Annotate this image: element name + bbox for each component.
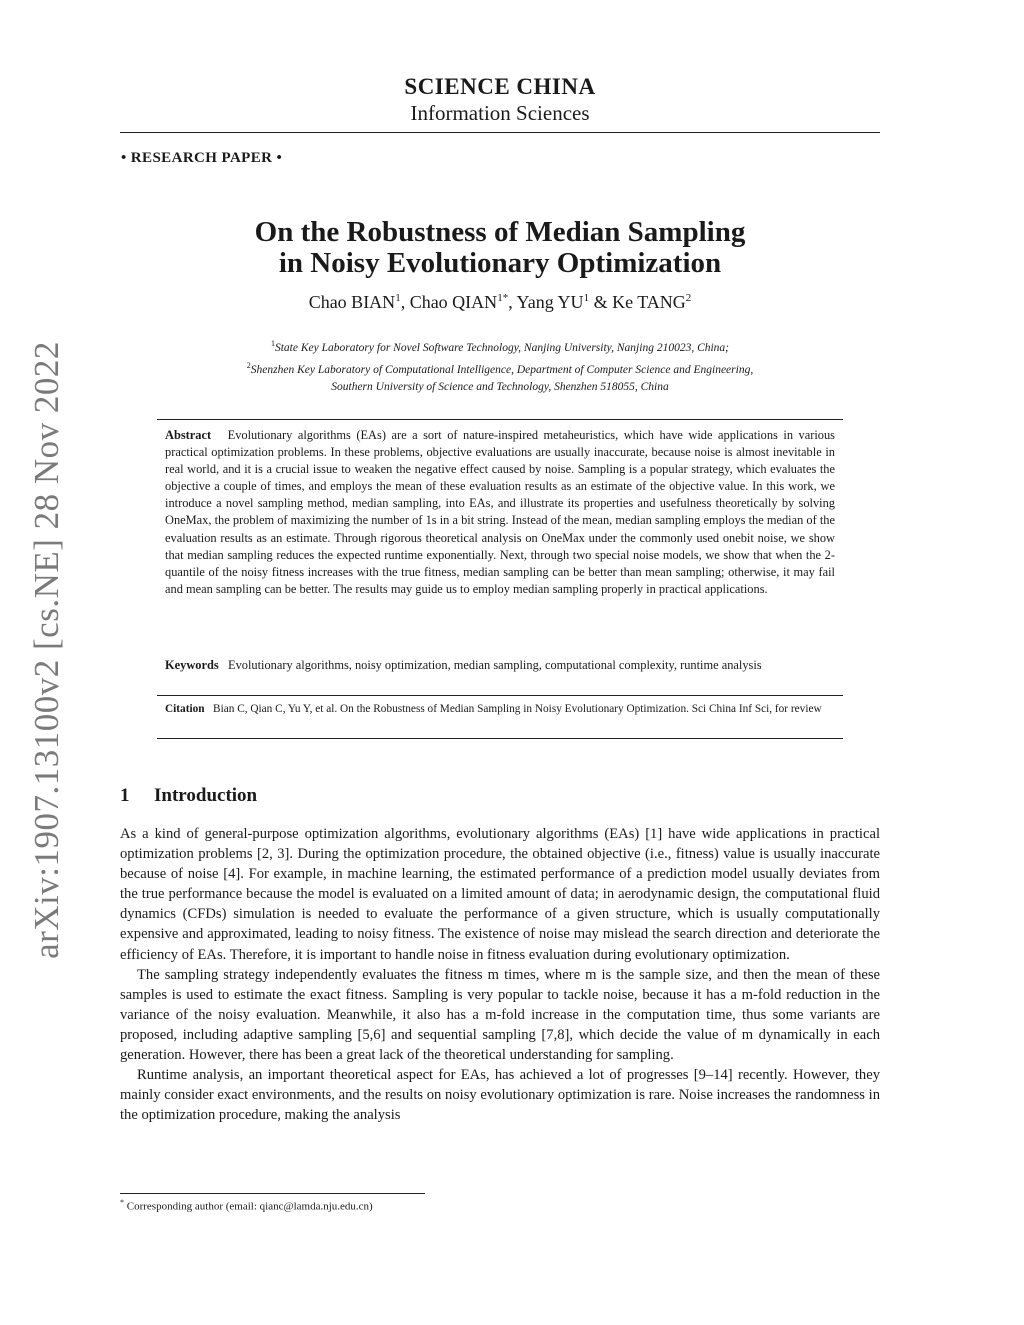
author-affil-mark: 1 <box>583 292 590 304</box>
title-line-1: On the Robustness of Median Sampling <box>254 216 746 248</box>
abstract-text: Evolutionary algorithms (EAs) are a sort of nature-inspired metaheuristics, which have wide applications in various practical optimization problems. In these problems, objective evaluations are usually inaccurate, because noise is almost inevitable in real world, and it is a crucial issue to weaken the negative effect caused by noise. Sampling is a popular strategy, which evaluates the objective a couple of times, and employs the mean of these evaluation results as an estimate of the objective value. In this work, we introduce a novel sampling method, median sampling, into EAs, and illustrate its properties and usefulness theoretically by solving OneMax, the problem of maximizing the number of 1s in a bit string. Instead of the mean, median sampling employs the median of the evaluation results as an estimate. Through rigorous theoretical analysis on OneMax under the commonly used onebit noise, we show that median sampling reduces the expected runtime exponentially. Next, through two special noise models, we show that when the 2-quantile of the noisy fitness increases with the true fitness, median sampling can be better than mean sampling; otherwise, it may fail and mean sampling can be better. The results may guide us to employ median sampling properly in practical applications. <box>165 428 835 596</box>
footnote-rule <box>120 1193 425 1194</box>
journal-header <box>120 74 880 126</box>
author <box>612 292 691 312</box>
abstract-bottom-rule <box>157 738 843 739</box>
affil-text: Shenzhen Key Laboratory of Computational Intelligence, Department of Computer Science and Engineering, <box>250 363 754 376</box>
citation <box>165 701 835 717</box>
author-separator: & <box>589 292 613 312</box>
author <box>517 292 613 312</box>
citation-text: Bian C, Qian C, Yu Y, et al. On the Robustness of Median Sampling in Noisy Evolutionary Optimization. Sci China Inf Sci, for review <box>213 703 822 715</box>
keywords-text: Evolutionary algorithms, noisy optimization, median sampling, computational complexity, runtime analysis <box>228 658 762 672</box>
affil-text: State Key Laboratory for Novel Software Technology, Nanjing University, Nanjing 210023, China; <box>274 341 730 354</box>
arxiv-stamp-text: arXiv:1907.13100v2 [cs.NE] 28 Nov 2022 <box>27 341 66 959</box>
arxiv-stamp <box>20 341 74 959</box>
footnote <box>120 1198 373 1213</box>
author-name: Chao BIAN <box>308 292 396 312</box>
header-rule <box>120 132 880 133</box>
footnote-text: Corresponding author (email: qianc@lamda.nju.edu.cn) <box>126 1200 373 1213</box>
keywords <box>165 657 835 674</box>
title-line-2: in Noisy Evolutionary Optimization <box>278 247 722 279</box>
paragraph: As a kind of general-purpose optimization algorithms, evolutionary algorithms (EAs) [1] have wide applications in practical optimization problems [2, 3]. During the optimization procedure, the obtained objective (i.e., fitness) value is usually inaccurate because of noise [4]. For example, in machine learning, the estimated performance of a prediction model usually deviates from the true performance because the model is evaluated on a limited amount of data; in aerodynamic design, the computational fluid dynamics (CFDs) simulation is needed to evaluate the performance of a given structure, which is usually computationally expensive and approximated, leading to noisy fitness. The existence of noise may mislead the search direction and deteriorate the efficiency of EAs. Therefore, it is important to handle noise in fitness evaluation during evolutionary optimization. <box>120 826 880 963</box>
author-name: Ke TANG <box>612 292 686 312</box>
abstract <box>165 427 835 598</box>
paper-title <box>120 217 880 279</box>
affil-mark: 1 <box>270 339 275 348</box>
abstract-label: Abstract <box>165 428 212 442</box>
affiliation-line <box>120 335 880 357</box>
affiliation-line <box>120 379 880 396</box>
paper-type: • RESEARCH PAPER • <box>121 150 283 166</box>
section-heading <box>120 785 257 807</box>
abstract-top-rule <box>157 419 843 420</box>
author-name: Yang YU <box>516 292 584 312</box>
affil-mark: 2 <box>246 360 251 370</box>
footnote-mark: * <box>120 1198 124 1207</box>
citation-label: Citation <box>165 703 205 715</box>
author <box>309 292 410 312</box>
section-title: Introduction <box>154 785 258 806</box>
author-separator: , <box>400 292 410 312</box>
section-number: 1 <box>120 785 130 806</box>
paragraph: Runtime analysis, an important theoretical aspect for EAs, has achieved a lot of progresses [9–14] recently. However, they mainly consider exact environments, and the results on noisy evolutionary optimization is rare. Noise increases the randomness in the optimization procedure, making the analysis <box>120 1067 880 1124</box>
citation-rule <box>157 695 843 696</box>
author-list <box>120 292 880 313</box>
author-affil-mark: 2 <box>685 292 692 304</box>
affil-text: Southern University of Science and Technology, Shenzhen 518055, China <box>331 380 669 393</box>
author-name: Chao QIAN <box>409 292 498 312</box>
author <box>410 292 517 312</box>
affiliations <box>120 335 880 396</box>
body-text <box>120 824 880 1125</box>
paragraph: The sampling strategy independently evaluates the fitness m times, where m is the sample size, and then the mean of these samples is used to estimate the exact fitness. Sampling is very popular to tackle noise, because it has a m-fold reduction in the variance of the noisy evaluation. Meanwhile, it also has a m-fold increase in the computation time, thus some variants are proposed, including adaptive sampling [5,6] and sequential sampling [7,8], which decide the value of m dynamically in each generation. However, there has been a great lack of the theoretical understanding for sampling. <box>120 966 880 1064</box>
journal-subtitle: Information Sciences <box>410 101 590 125</box>
affiliation-line <box>120 357 880 379</box>
author-affil-mark: 1 <box>395 292 401 304</box>
journal-name: SCIENCE CHINA <box>404 74 596 99</box>
author-affil-mark: 1* <box>497 292 509 304</box>
keywords-label: Keywords <box>165 658 219 672</box>
author-separator: , <box>508 292 517 312</box>
